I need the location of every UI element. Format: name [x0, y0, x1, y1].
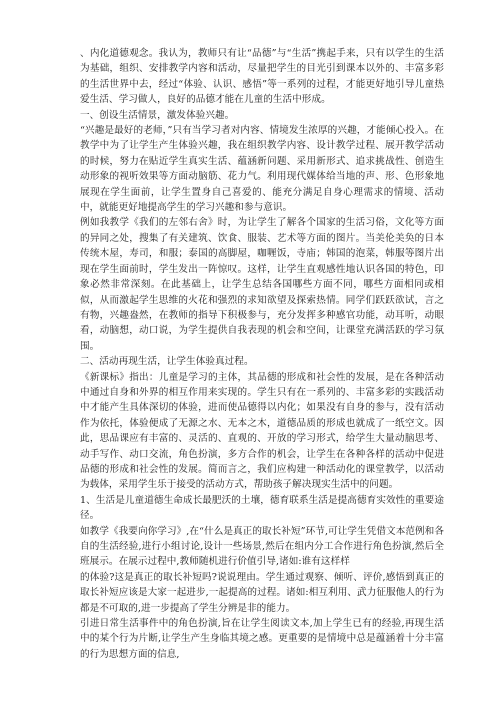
- paragraph-example: 例如我教学《我们的左邻右舍》时，为让学生了解各个国家的生活习俗，文化等方面的异同之处，搜集了有关建筑、饮食、服装、艺术等方面的图片。当美伦美奂的日本传统木屋，寿司，和服；泰国的高脚屋，咖喱饭，寺庙；韩国的泡菜，韩服等图片出现在学生面前时，学生发出一阵惊叹。这样，让学生直观感性地认识各国的特色，印象必然非常深刻。在此基础上，让学生总结各国哪些方面不同，哪些方面相同或相似，从而激起学生思维的火花和强烈的求知欲望及探索热情。同学们跃跃欲试，言之有物，兴趣盎然，在教师的指导下积极参与，充分发挥多种感官功能，动耳听，动眼看，动脑想，动口说，为学生提供自我表现的机会和空间，让课堂充满活跃的学习氛围。: [80, 217, 444, 352]
- paragraph-curriculum: 《新课标》指出：儿童是学习的主体，其品德的形成和社会性的发展，是在各种活动中通过自身和外界的相互作用来实现的。学生只有在一系列的、丰富多彩的实践活动中才能产生具体深切的体验，进而使品德得以内化；如果没有自身的参与，没有活动作为依托，体验便成了无源之水、无本之木，道德品质的形成也就成了一纸空文。因此，思品课应有丰富的、灵活的、直观的、开放的学习形式，给学生大量动脑思考、动手写作、动口交流，角色扮演，多方合作的机会，让学生在各种各样的活动中促进品德的形成和社会性的发展。简而言之，我们应构建一种活动化的课堂教学，以活动为载体，采用学生乐于接受的活动方式，帮助孩子解决现实生活中的问题。: [80, 371, 444, 491]
- section-heading-2: 二、活动再现生活，让学生体验真过程。: [80, 356, 254, 368]
- paragraph-intro: 、内化道德观念。我认为，教师只有让“品德”与“生活”携起手来，只有以学生的生活为基础，组织、安排教学内容和活动，尽量把学生的目光引到课本以外的、丰富多彩的生活世界中去，经过“体验、认识、感悟”等一系列的过程，才能更好地引导儿童热爱生活、学习做人，良好的品德才能在儿童的生活中形成。: [80, 48, 444, 106]
- paragraph-point-1: 1、生活是儿童道德生命成长最肥沃的土壤，德育联系生活是提高德育实效性的重要途径。: [80, 494, 444, 522]
- paragraph-lesson-example: 如教学《我要向你学习》,在“什么是真正的取长补短”环节,可让学生凭借文本范例和各自的生活经验,进行小组讨论,设计一些场景,然后在组内分工合作进行角色扮演,然后全班展示。在展示过程中,教师随机进行价值引导,诸如:谁有这样样: [80, 525, 444, 568]
- paragraph-role-play: 引进日常生活事件中的角色扮演,旨在让学生阅读文本,加上学生已有的经验,再现生活中的某个行为片断,让学生产生身临其境之感。更重要的是情境中总是蕴涵着十分丰富的行为思想方面的信息,: [80, 618, 444, 660]
- section-heading-1: 一、创设生活情景，激发体验兴趣。: [80, 109, 235, 121]
- paragraph-experience: 的体验?这是真正的取长补短吗?说说理由。学生通过观察、倾听、评价,感悟到真正的取长补短应该是大家一起进步,一起提高的过程。诸如:相互利用、武力征服他人的行为都是不可取的,进一步提高了学生分辨是非的能力。: [80, 571, 444, 614]
- paragraph-interest: “兴趣是最好的老师，”只有当学习者对内容、情境发生浓厚的兴趣，才能倾心投入。在教学中为了让学生产生体验兴趣，我在组织教学内容、设计教学过程、展开教学活动的时候，努力在贴近学生真实生活、蕴涵新问题、采用新形式、追求挑战性、创造生动形象的视听效果等方面动脑筋、花力气。利用现代媒体给当地的声、形、色形象地展现在学生面前，让学生置身自己喜爱的、能充分满足自身心理需求的情境、活动中，就能更好地提高学生的学习兴趣和参与意识。: [80, 125, 444, 214]
